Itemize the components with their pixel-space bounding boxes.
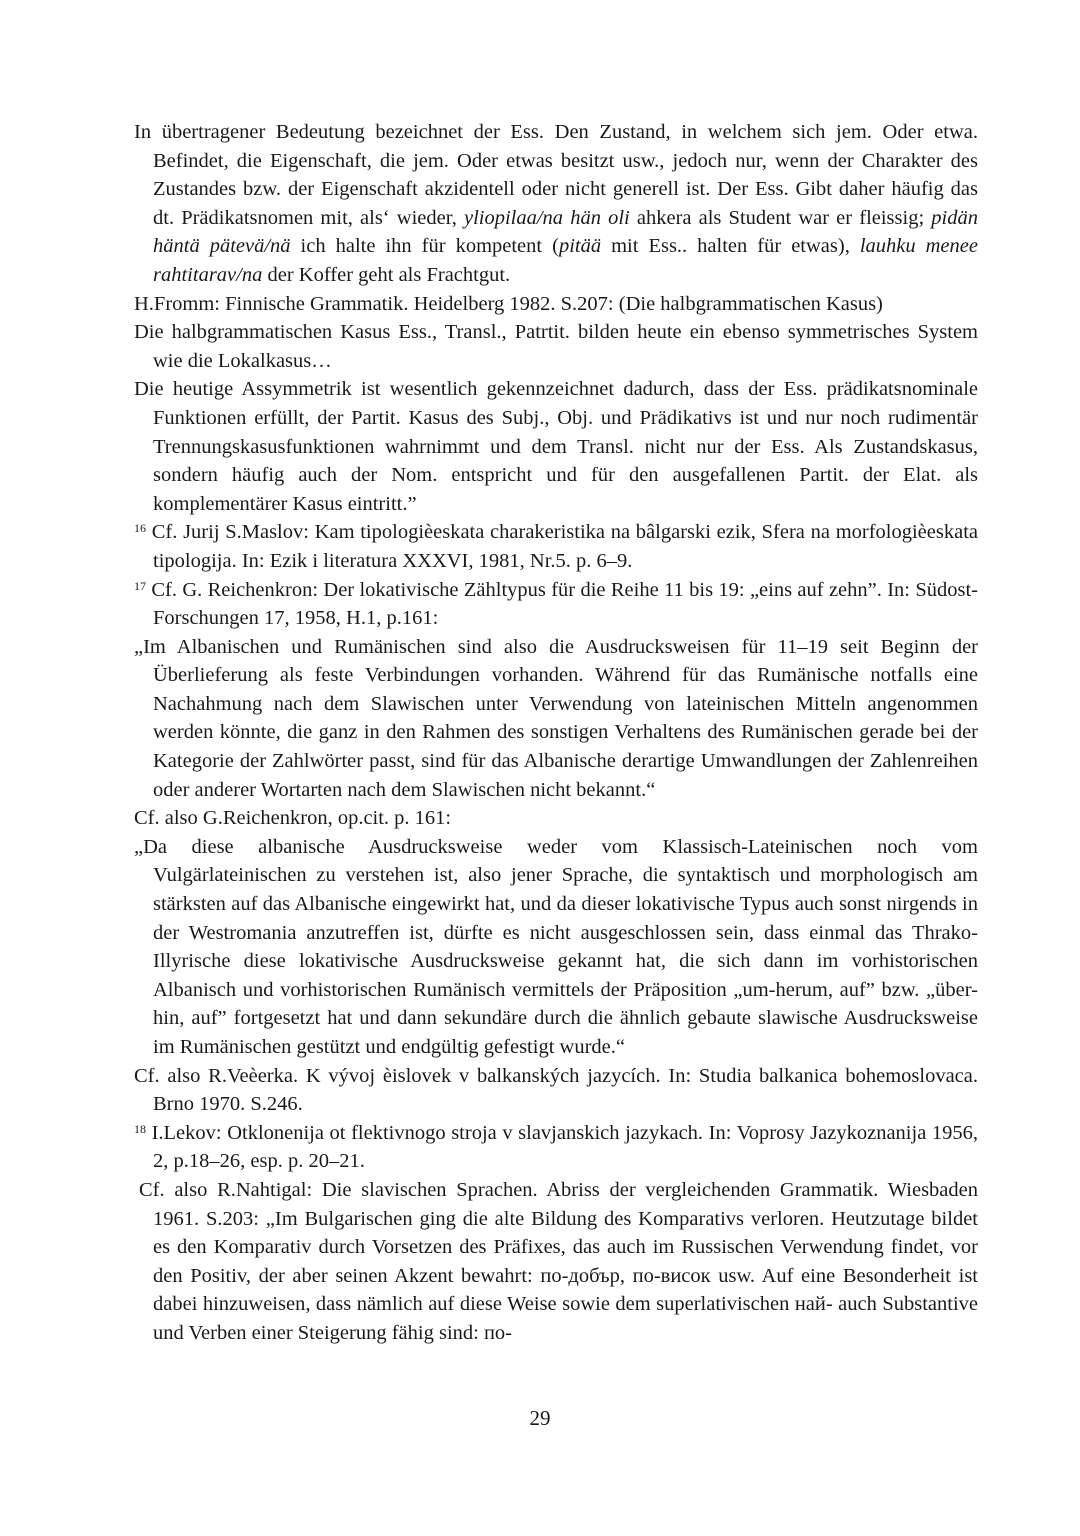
finnish-example: pidän häntä pätevä/nä xyxy=(153,206,978,258)
paragraph-cf-nahtigal: Cf. also R.Nahtigal: Die slavischen Sprachen. Abriss der vergleichenden Grammatik. Wiesbaden 1961. S.203: „Im Bulgarischen ging die alte Bildung des Komparativs verloren. Heutzutage bildet es den Komparativ durch Vorsetzen des Präfixes, das auch im Russischen Verwendung findet, vor den Positiv, der aber seinen Akzent bewahrt: по-добър, по-висок usw. Auf eine Besonderheit ist dabei hinzuweisen, dass nämlich auf diese Weise sowie dem superlativischen най- auch Substantive und Verben einer Steigerung fähig sind: по- xyxy=(139,1178,978,1344)
finnish-example: pitää xyxy=(558,235,602,258)
paragraph-halbgrammatische-kasus: Die halbgrammatischen Kasus Ess., Transl., Patrtit. bilden heute ein ebenso symmetrisches System wie die Lokalkasus… xyxy=(134,321,978,372)
page-body xyxy=(134,118,978,1348)
paragraph-assymmetrik: Die heutige Assymmetrik ist wesentlich gekennzeichnet dadurch, dass der Ess. prädikatsnominale Funktionen erfüllt, der Partit. Kasus des Subj., Obj. und Prädikativs ist und nur noch rudimentär Trennungskasusfunktionen wahrnimmt und dem Transl. nicht nur der Ess. Als Zustandskasus, sondern häufig auch der Nom. entspricht und für den ausgefallenen Partit. der Elat. als komplementärer Kasus eintritt.” xyxy=(134,378,978,515)
finnish-example: lauhku menee rahtitarav/na xyxy=(153,235,978,286)
finnish-example: yliopilaa/na hän oli xyxy=(463,206,630,229)
footnote-16 xyxy=(134,518,978,575)
paragraph-cf-reichenkron: Cf. also G.Reichenkron, op.cit. p. 161: xyxy=(134,807,452,830)
paragraph-cf-vecerka: Cf. also R.Veèerka. K vývoj èislovek v balkanských jazycích. In: Studia balkanica bohemoslovaca. Brno 1970. S.246. xyxy=(134,1064,978,1116)
footnote-number: 18 xyxy=(134,1121,146,1136)
text-run: ich halte ihn für kompetent ( xyxy=(290,235,559,258)
paragraph-essive-meaning xyxy=(134,118,978,290)
footnote-number: 16 xyxy=(134,521,146,536)
paragraph-fromm-citation: H.Fromm: Finnische Grammatik. Heidelberg 1982. S.207: (Die halbgrammatischen Kasus) xyxy=(134,292,883,315)
text-run: mit Ess.. halten für etwas), xyxy=(601,235,860,258)
quote-reichenkron-2: „Da diese albanische Ausdrucksweise weder vom Klassisch-Lateinischen noch vom Vulgärlateinischen zu verstehen ist, also jener Sprache, die syntaktisch und morphologisch am stärksten auf das Albanische eingewirkt hat, und da dieser lokativische Typus auch sonst nirgends in der Westromania anzutreffen ist, dürfte es nicht ausgeschlossen sein, dass einmal das Thrako-Illyrische diese lokativische Ausdrucksweise gekannt hat, die sich dann im vorhistorischen Albanisch und vorhistorischen Rumänisch vermittels der Präposition „um-herum, auf” bzw. „über-hin, auf” fortgesetzt hat und dann sekundäre durch die ähnlich gebaute slawische Ausdrucksweise im Rumänischen gestützt und endgültig gefestigt wurde.“ xyxy=(134,835,978,1058)
footnote-number: 17 xyxy=(134,578,146,593)
quote-reichenkron-1: „Im Albanischen und Rumänischen sind also die Ausdrucksweisen für 11–19 seit Beginn der Überlieferung als feste Verbindungen vorhanden. Während für das Rumänische notfalls eine Nachahmung nach dem Slawischen unter Verwendung von lateinischen Mitteln angenommen werden könnte, die ganz in den Rahmen des sonstigen Verhaltens des Rumänischen gerade bei der Kategorie der Zahlwörter passt, sind für das Albanische derartige Umwandlungen der Zahlenreihen oder anderer Wortarten nach dem Slawischen nicht bekannt.“ xyxy=(134,635,978,801)
footnote-text: Cf. Jurij S.Maslov: Kam tipologièeskata charakeristika na bâlgarski ezik, Sfera na morfologièeskata tipologija. In: Ezik i literatura XXXVI, 1981, Nr.5. p. 6–9. xyxy=(146,521,978,572)
footnote-text: Cf. G. Reichenkron: Der lokativische Zähltypus für die Reihe 11 bis 19: „eins auf zehn”. In: Südost-Forschungen 17, 1958, H.1, p.161: xyxy=(146,578,978,630)
text-run: In übertragener Bedeutung bezeichnet der Ess. Den Zustand, in welchem sich jem. Oder etwa. Befindet, die Eigenschaft, die jem. Oder etwas besitzt usw., jedoch nur, wenn der Charakter des Zustandes bzw. der Eigenschaft akzidentell oder nicht generell ist. Der Ess. Gibt daher häufig das dt. Prädikatsnomen mit, als‘ wieder, xyxy=(134,121,978,229)
page-number: 29 xyxy=(529,1406,551,1430)
footnote-text: I.Lekov: Otklonenija ot flektivnogo stroja v slavjanskich jazykach. In: Voprosy Jazykoznanija 1956, 2, p.18–26, esp. p. 20–21. xyxy=(146,1121,978,1173)
footnote-17 xyxy=(134,576,978,633)
text-run: ahkera als Student war er fleissig; xyxy=(629,206,932,229)
text-run: der Koffer geht als Frachtgut. xyxy=(262,263,511,286)
footnote-18 xyxy=(134,1119,978,1176)
